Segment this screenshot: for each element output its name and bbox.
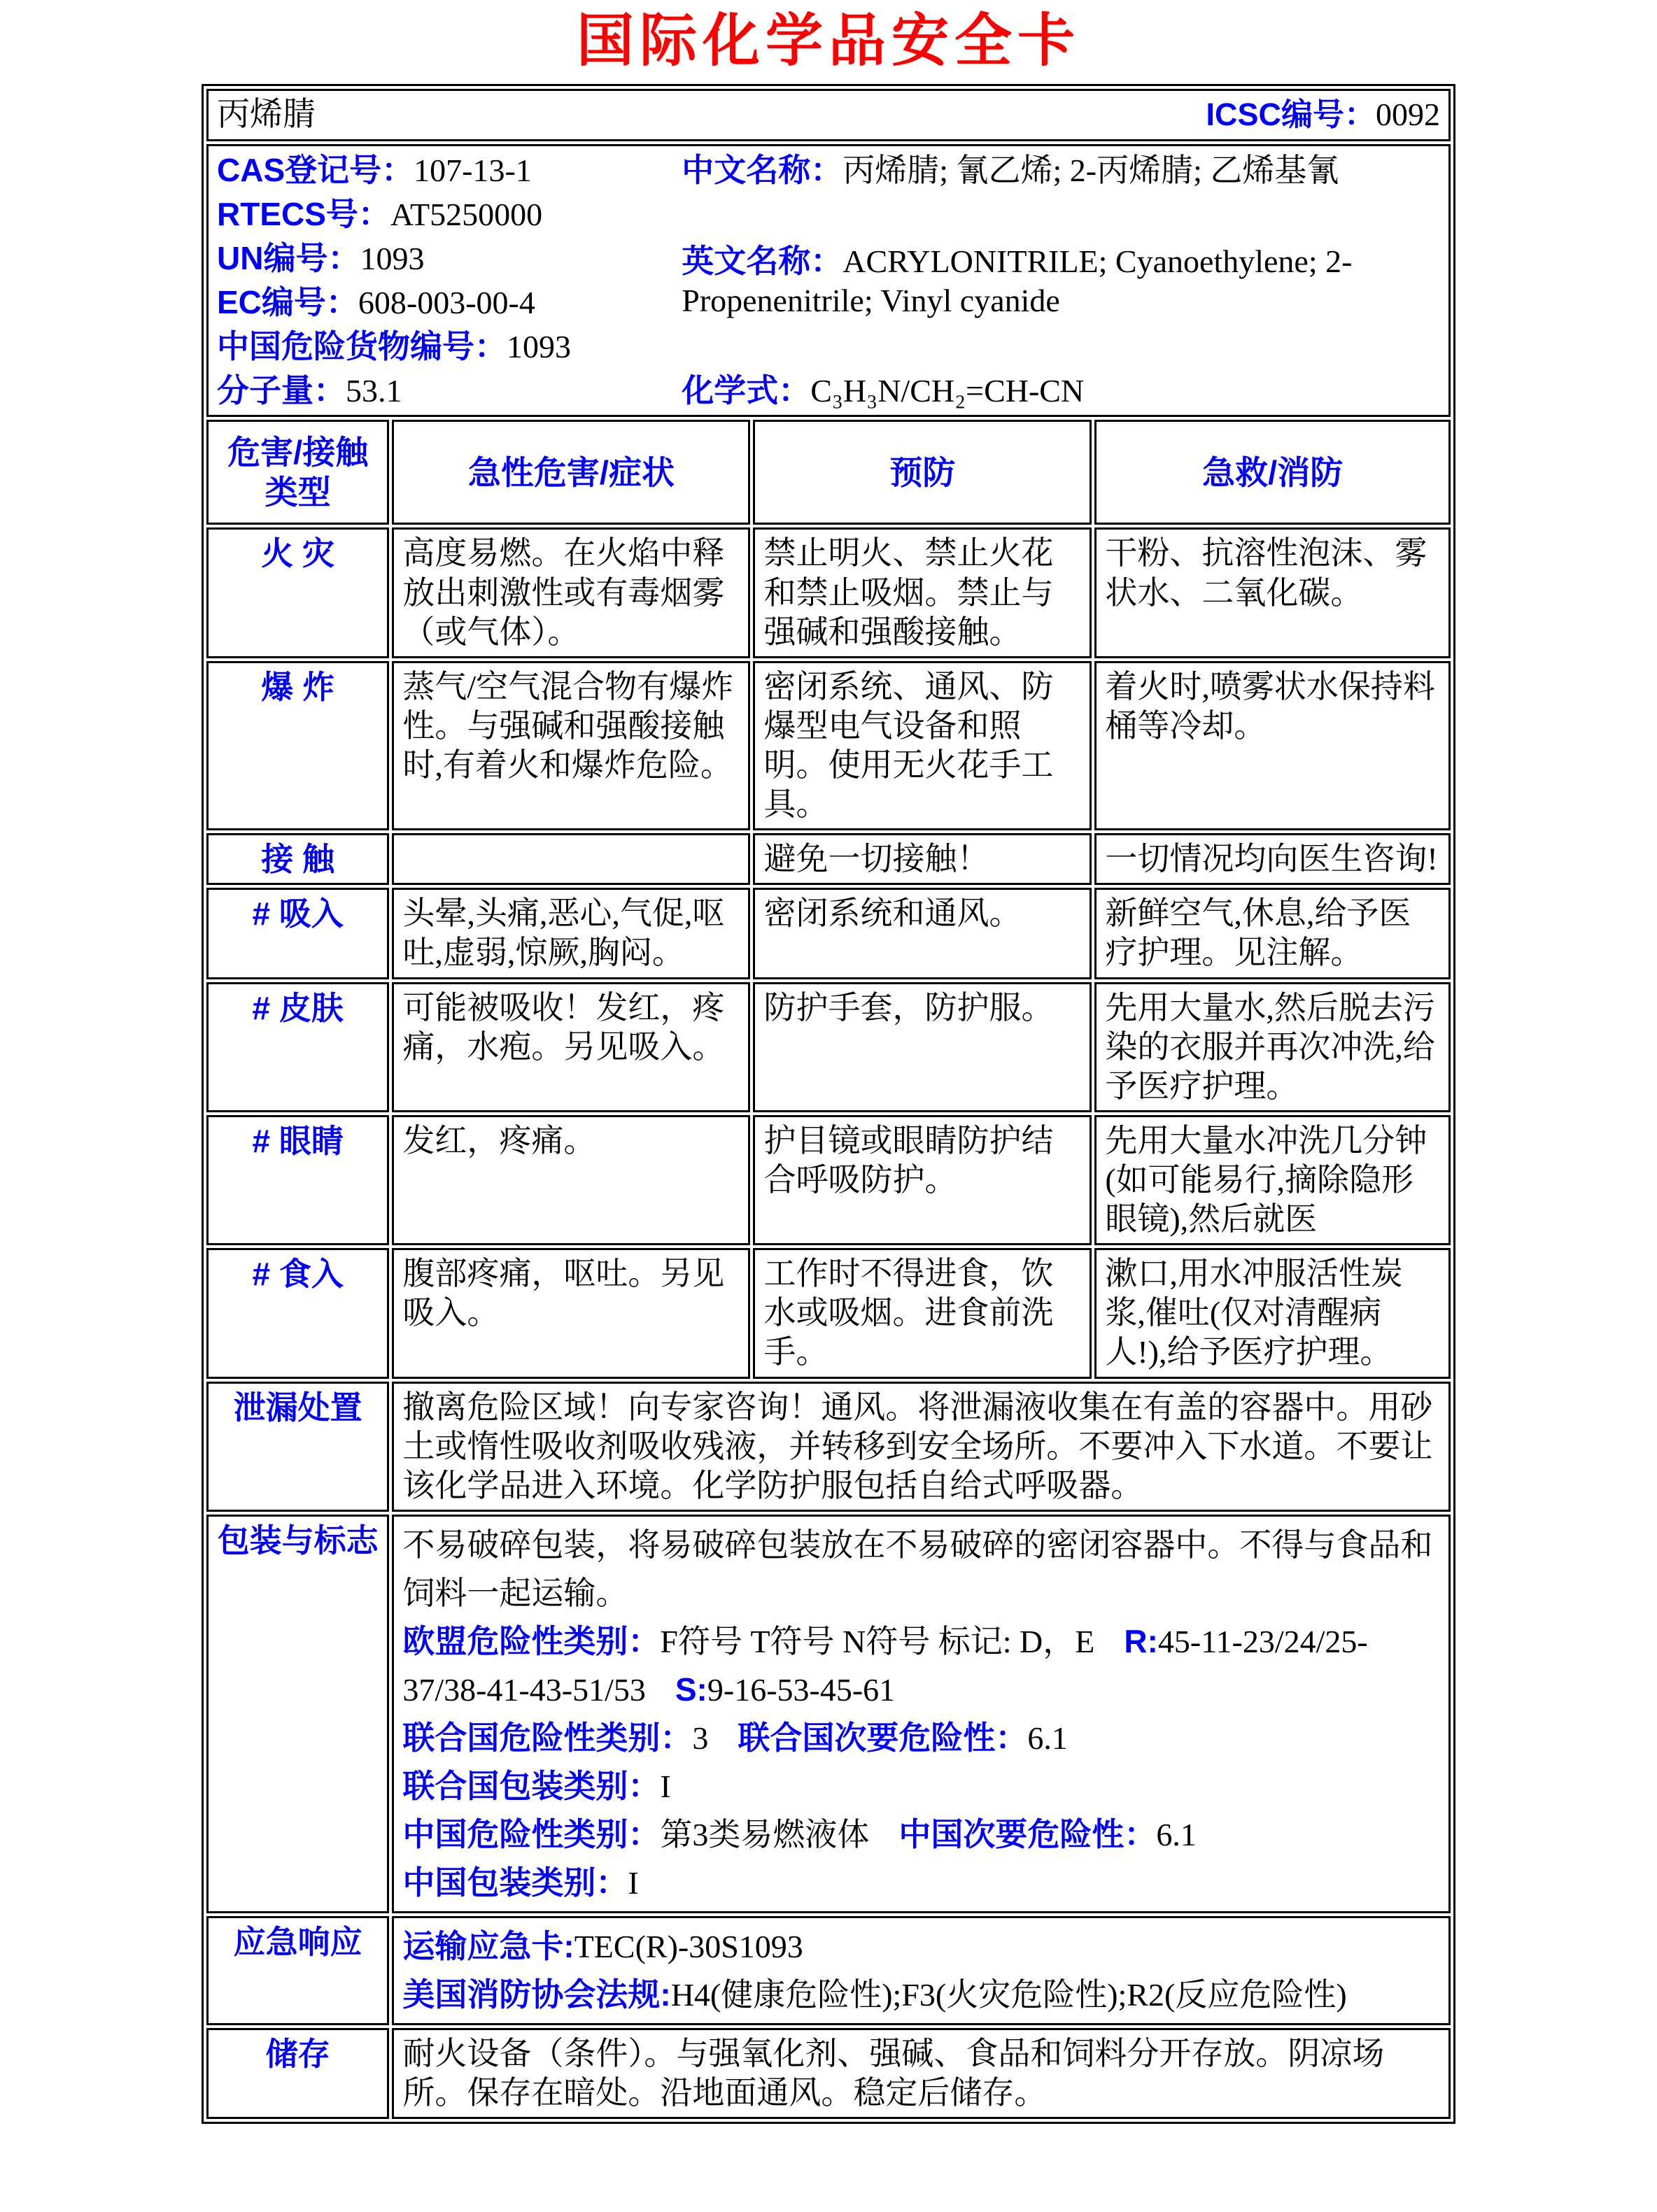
packaging-content [392, 1515, 1451, 1913]
row-label-storage: 储存 [206, 2028, 389, 2119]
hazard-row-eyes [206, 1115, 1451, 1245]
eyes-symptoms: 发红，疼痛。 [392, 1115, 750, 1245]
substance-name: 丙烯腈 [217, 97, 316, 134]
safety-card-table [204, 86, 1453, 2122]
packaging-cn-pack-line [402, 1859, 1440, 1907]
un-pack-label: 联合国包装类别： [402, 1767, 661, 1804]
exposure-prevention: 避免一切接触！ [753, 833, 1092, 885]
ingestion-prevention: 工作时不得进食，饮水或吸烟。进食前洗手。 [753, 1248, 1092, 1378]
cn-pack-label: 中国包装类别： [402, 1864, 628, 1901]
hazard-row-inhalation [206, 888, 1451, 979]
rtecs-number-line: RTECS号：AT5250000 [217, 196, 543, 233]
cn-sub-label: 中国次要危险性： [898, 1815, 1157, 1852]
english-name-line: 英文名称：ACRYLONITRILE; Cyanoethylene; 2-Propenenitrile; Vinyl cyanide [682, 242, 1353, 318]
eyes-response: 先用大量水冲洗几分钟(如可能易行,摘除隐形眼镜),然后就医 [1094, 1115, 1451, 1245]
row-label-fire: 火 灾 [206, 527, 389, 658]
row-label-packaging: 包装与标志 [206, 1515, 389, 1913]
row-label-exposure: 接 触 [206, 833, 389, 885]
identity-row [206, 144, 1451, 417]
row-label-ingestion: # 食入 [206, 1248, 389, 1378]
inhalation-symptoms: 头晕,头痛,恶心,气促,呕吐,虚弱,惊厥,胸闷。 [392, 888, 750, 979]
explosion-response: 着火时,喷雾状水保持料桶等冷却。 [1094, 661, 1451, 830]
hazard-row-exposure [206, 833, 1451, 885]
hazard-row-explosion [206, 661, 1451, 830]
row-label-skin: # 皮肤 [206, 982, 389, 1112]
icsc-label: ICSC编号： [1206, 97, 1376, 133]
emergency-content [392, 1916, 1451, 2025]
tec-value: TEC(R)-30S1093 [574, 1928, 803, 1964]
icsc-value: 0092 [1376, 97, 1440, 133]
header-prevention: 预防 [753, 420, 1092, 525]
cas-number-line: CAS登记号：107-13-1 [217, 152, 532, 189]
nfpa-label: 美国消防协会法规: [402, 1976, 671, 2013]
fire-response: 干粉、抗溶性泡沫、雾状水、二氧化碳。 [1094, 527, 1451, 658]
row-label-inhalation: # 吸入 [206, 888, 389, 979]
china-dg-number-line: 中国危险货物编号：1093 [217, 328, 571, 365]
tec-label: 运输应急卡: [402, 1927, 574, 1964]
explosion-prevention: 密闭系统、通风、防爆型电气设备和照明。使用无火花手工具。 [753, 661, 1092, 830]
inhalation-response: 新鲜空气,休息,给予医疗护理。见注解。 [1094, 888, 1451, 979]
un-pack-value: I [660, 1768, 671, 1804]
spill-row [206, 1382, 1451, 1512]
header-acute-hazards: 急性危害/症状 [392, 420, 750, 525]
header-hazard-type: 危害/接触类型 [206, 420, 389, 525]
r-phrases-label: R: [1124, 1622, 1158, 1659]
exposure-symptoms [392, 833, 750, 885]
nfpa-value: H4(健康危险性);F3(火灾危险性);R2(反应危险性) [670, 1976, 1347, 2013]
ingestion-response: 漱口,用水冲服活性炭浆,催吐(仅对清醒病人!),给予医疗护理。 [1094, 1248, 1451, 1378]
skin-response: 先用大量水,然后脱去污染的衣服并再次冲洗,给予医疗护理。 [1094, 982, 1451, 1112]
safety-card [202, 84, 1455, 2124]
cn-class-label: 中国危险性类别： [402, 1815, 661, 1852]
chinese-name-line: 中文名称：丙烯腈; 氰乙烯; 2-丙烯腈; 乙烯基氰 [682, 152, 1339, 189]
hazard-row-skin [206, 982, 1451, 1112]
packaging-intro: 不易破碎包装，将易破碎包装放在不易破碎的密闭容器中。不得与食品和饲料一起运输。 [402, 1526, 1433, 1611]
r-phrases-value: 45-11-23/24/25-37/38-41-43-51/53 [402, 1623, 1368, 1708]
page-title: 国际化学品安全卡 [576, 9, 1080, 73]
row-label-eyes: # 眼睛 [206, 1115, 389, 1245]
un-class-label: 联合国危险性类别： [402, 1719, 693, 1756]
packaging-cn-class-line [402, 1810, 1440, 1859]
emergency-row [206, 1916, 1451, 2025]
names-block [682, 150, 1440, 411]
name-row [206, 89, 1451, 141]
s-phrases-label: S: [675, 1671, 707, 1708]
packaging-un-pack-line [402, 1762, 1440, 1810]
molecular-weight-line: 分子量：53.1 [217, 372, 402, 409]
eu-class-label: 欧盟危险性类别： [402, 1622, 661, 1659]
cn-pack-value: I [628, 1864, 639, 1901]
exposure-response: 一切情况均向医生咨询! [1094, 833, 1451, 885]
explosion-symptoms: 蒸气/空气混合物有爆炸性。与强碱和强酸接触时,有着火和爆炸危险。 [392, 661, 750, 830]
spill-text: 撤离危险区域！向专家咨询！通风。将泄漏液收集在有盖的容器中。用砂土或惰性吸收剂吸收残液，并转移到安全场所。不要冲入下水道。不要让该化学品进入环境。化学防护服包括自给式呼吸器。 [392, 1382, 1451, 1512]
s-phrases-value: 9-16-53-45-61 [707, 1671, 896, 1708]
packaging-eu-line [402, 1617, 1440, 1714]
row-label-emergency: 应急响应 [206, 1916, 389, 2025]
un-number-line: UN编号：1093 [217, 240, 425, 277]
fire-symptoms: 高度易燃。在火焰中释放出刺激性或有毒烟雾（或气体）。 [392, 527, 750, 658]
hazard-row-ingestion [206, 1248, 1451, 1378]
fire-prevention: 禁止明火、禁止火花和禁止吸烟。禁止与强碱和强酸接触。 [753, 527, 1092, 658]
nfpa-line [402, 1971, 1440, 2019]
row-label-spill: 泄漏处置 [206, 1382, 389, 1512]
icsc-number-group [1206, 95, 1440, 134]
formula-line: 化学式：C₃H₃N/CH₂=CH-CN [682, 372, 1085, 409]
un-sub-value: 6.1 [1027, 1720, 1068, 1756]
transport-emergency-card-line [402, 1922, 1440, 1971]
eu-class-value: F符号 T符号 N符号 标记: D，E [660, 1623, 1095, 1659]
ec-number-line: EC编号：608-003-00-4 [217, 284, 535, 321]
hazard-row-fire [206, 527, 1451, 658]
un-class-value: 3 [692, 1720, 709, 1756]
un-sub-label: 联合国次要危险性： [738, 1719, 1028, 1756]
identifier-list [217, 150, 682, 411]
cn-sub-value: 6.1 [1156, 1816, 1197, 1852]
ingestion-symptoms: 腹部疼痛，呕吐。另见吸入。 [392, 1248, 750, 1378]
storage-text: 耐火设备（条件）。与强氧化剂、强碱、食品和饲料分开存放。阴凉场所。保存在暗处。沿地面通风。稳定后储存。 [392, 2028, 1451, 2119]
skin-prevention: 防护手套，防护服。 [753, 982, 1092, 1112]
packaging-un-class-line [402, 1714, 1440, 1762]
skin-symptoms: 可能被吸收！发红，疼痛，水疱。另见吸入。 [392, 982, 750, 1112]
eyes-prevention: 护目镜或眼睛防护结合呼吸防护。 [753, 1115, 1092, 1245]
cn-class-value: 第3类易燃液体 [660, 1816, 870, 1852]
packaging-row [206, 1515, 1451, 1913]
row-label-explosion: 爆 炸 [206, 661, 389, 830]
hazard-header-row [206, 420, 1451, 525]
storage-row [206, 2028, 1451, 2119]
inhalation-prevention: 密闭系统和通风。 [753, 888, 1092, 979]
header-firefighting: 急救/消防 [1094, 420, 1451, 525]
